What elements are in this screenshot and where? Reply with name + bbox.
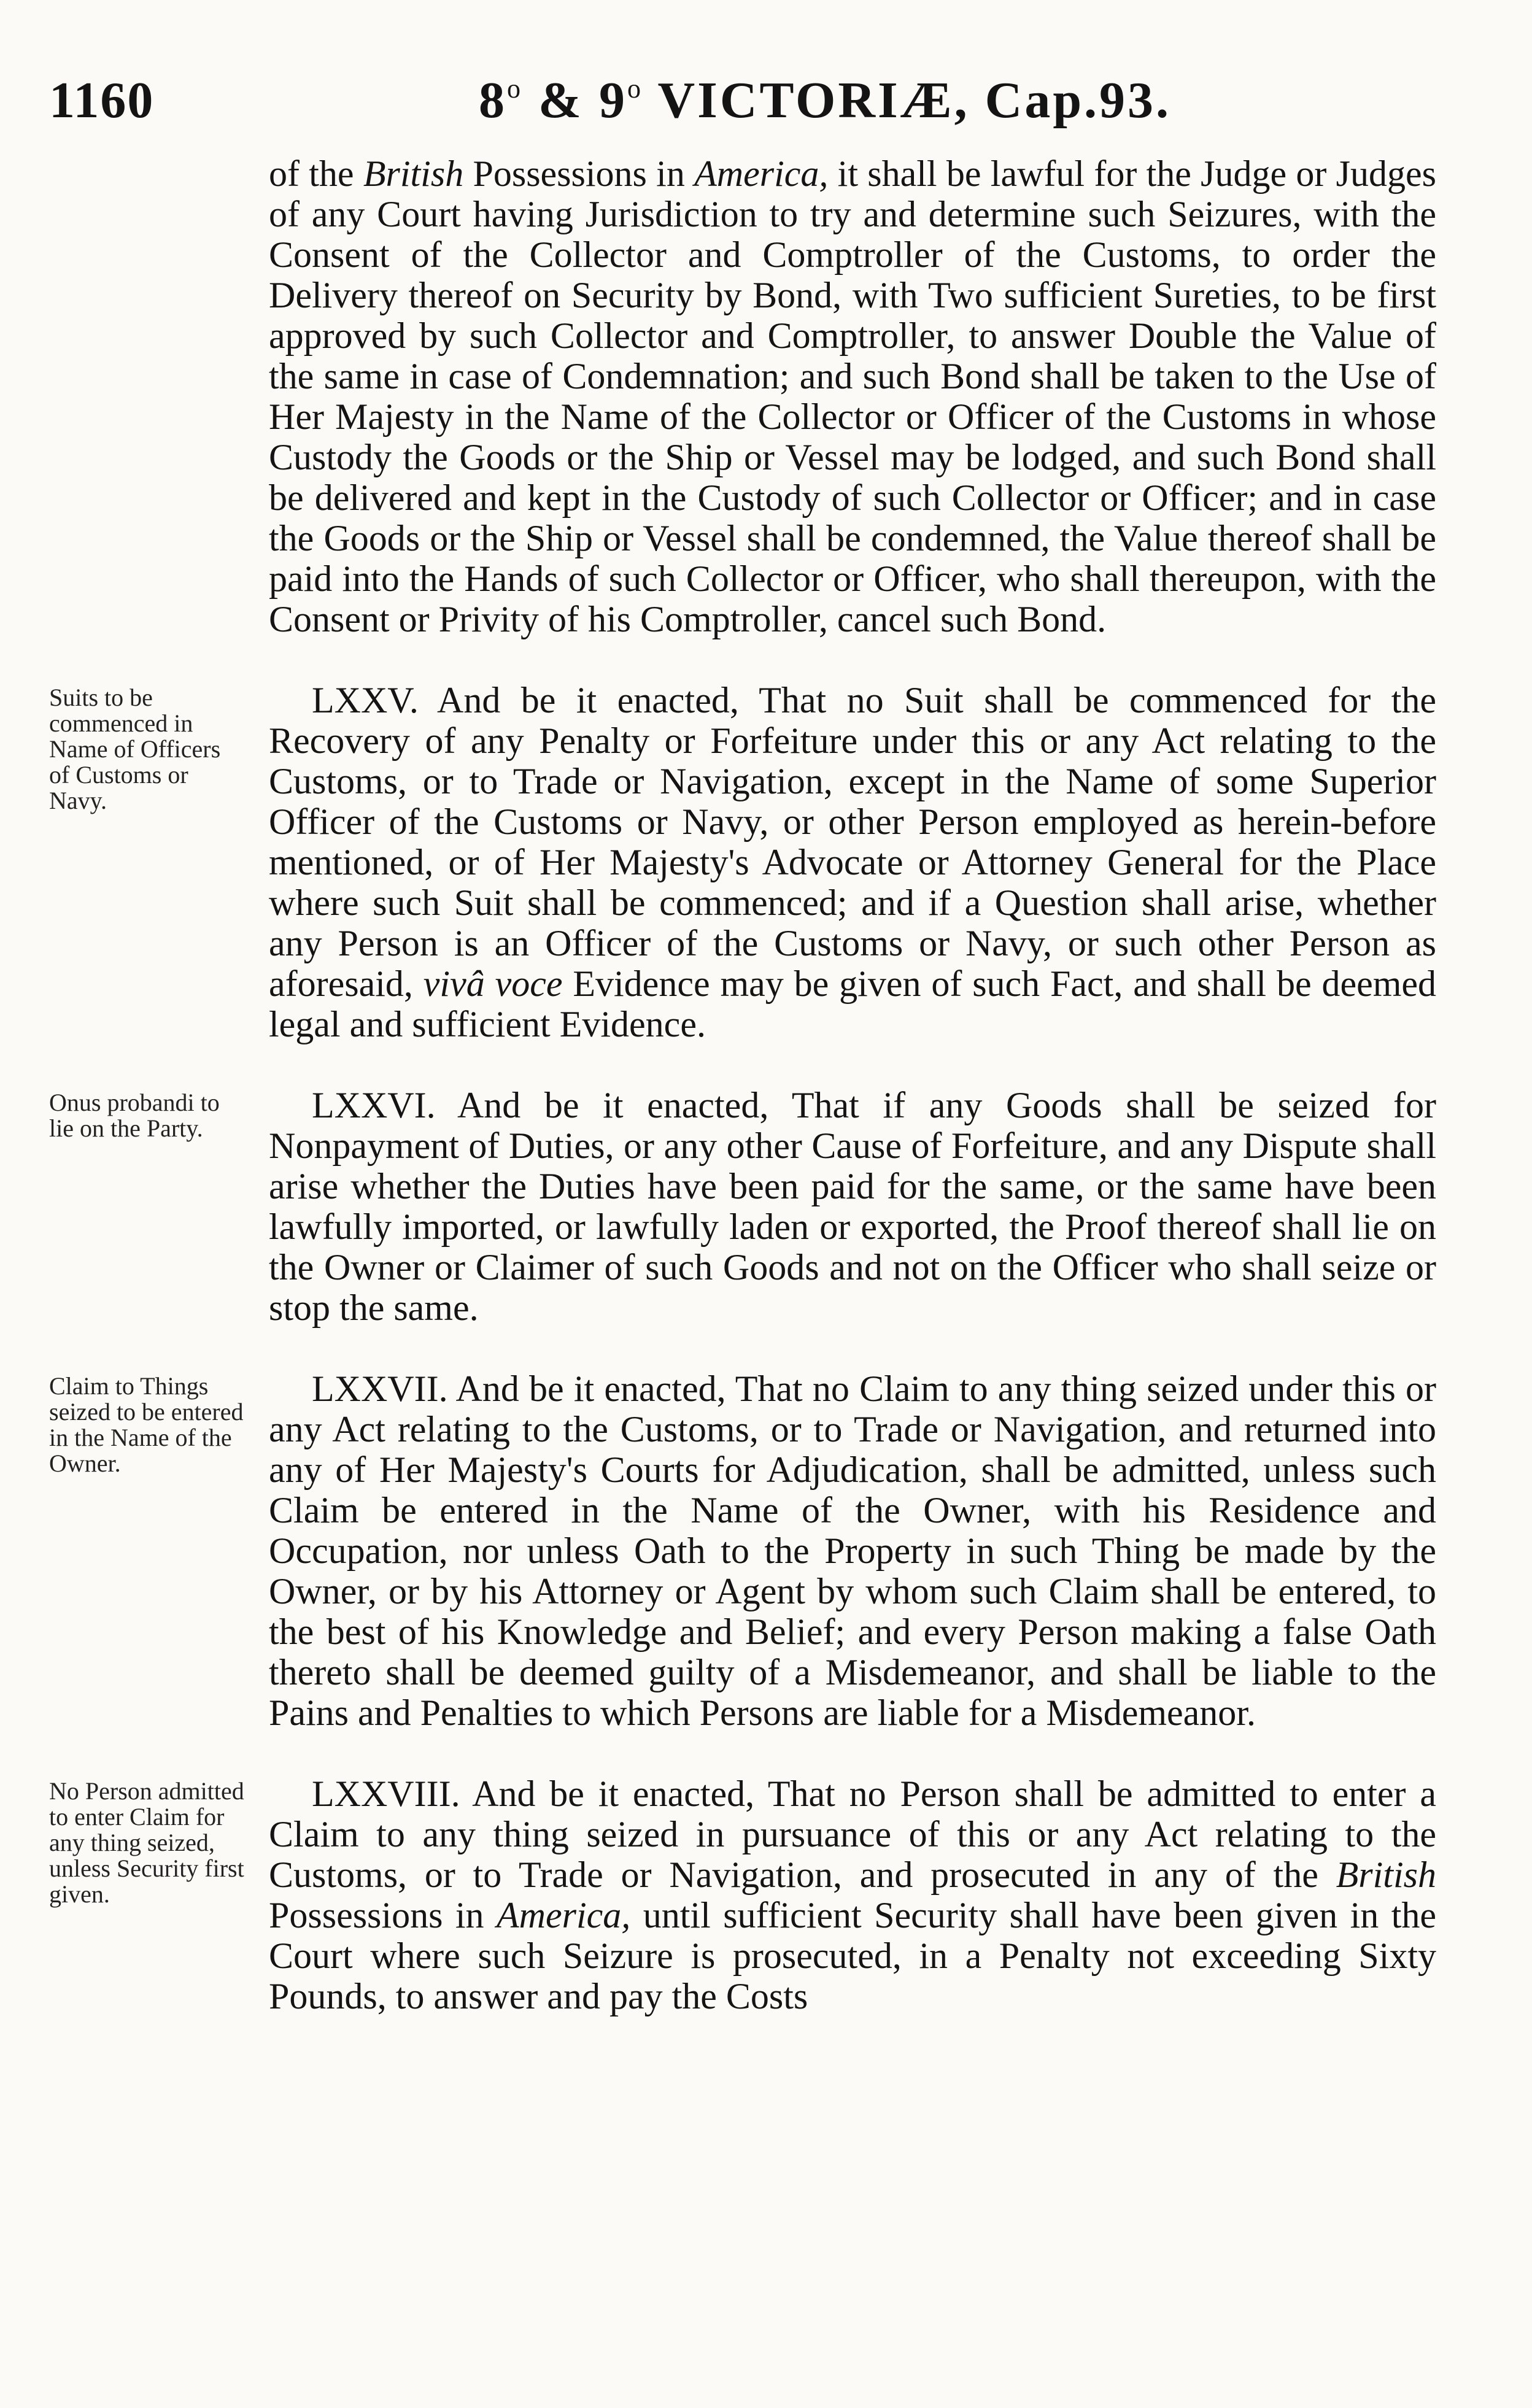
section-lxxv <box>49 680 1437 1044</box>
paragraph-text <box>269 153 1436 639</box>
continuation-paragraph <box>269 153 1436 639</box>
title-main: VICTORIÆ, Cap.93. <box>643 72 1172 129</box>
running-title <box>479 71 1171 130</box>
italic-run: America, <box>694 153 829 194</box>
title-b-ordinal: o <box>627 74 643 104</box>
section-text: LXXVII. And be it enacted, That no Claim to any thing seized under this or any Act relating to the Customs, or to Trade or Navigation, and returned into any of Her Majesty's Courts for Adjudication, shall be admitted, unless such Claim be entered in the Name of the Owner, with his Residence and Occupation, nor unless Oath to the Property in such Thing be made by the Owner, or by his Attorney or Agent by whom such Claim shall be entered, to the best of his Knowledge and Belief; and every Person making a false Oath thereto shall be deemed guilty of a Misdemeanor, and shall be liable to the Pains and Penalties to which Persons are liable for a Misdemeanor. <box>269 1368 1436 1733</box>
text-run: until sufficient Security shall have been given in the Court where such Seizure is prosecuted, in a Penalty not exceeding Sixty Pounds, to answer and pay the Costs <box>269 1895 1436 2016</box>
text-run: Possessions in <box>463 153 695 194</box>
text-run: LXXVIII. And be it enacted, That no Person shall be admitted to enter a Claim to any thing seized in pursuance of this or any Act relating to the Customs, or to Trade or Navigation, and prosecuted in any of the <box>269 1773 1436 1895</box>
section-text <box>269 1773 1436 2016</box>
italic-run: vivâ voce <box>423 963 563 1004</box>
text-run: LXXV. And be it enacted, That no Suit shall be commenced for the Recovery of any Penalty or Forfeiture under this or any Act relating to the Customs, or to Trade or Navigation, except in the Name of some Superior Officer of the Customs or Navy, or other Person employed as herein-before mentioned, or of Her Majesty's Advocate or Attorney General for the Place where such Suit shall be commenced; and if a Question shall arise, whether any Person is an Officer of the Customs or Navy, or such other Person as aforesaid, <box>269 680 1436 1004</box>
italic-run: British <box>1336 1854 1436 1895</box>
running-header <box>49 71 1436 138</box>
title-a-ordinal: o <box>507 74 523 104</box>
marginal-note: Suits to be commenced in Name of Officers of Customs or Navy. <box>49 684 221 814</box>
marginal-note: Onus probandi to lie on the Party. <box>49 1089 220 1142</box>
section-lxxviii <box>49 1773 1436 2016</box>
page-number: 1160 <box>49 72 155 129</box>
text-run: it shall be lawful for the Judge or Judges of any Court having Jurisdiction to try and determine such Seizures, with the Consent of the Collector and Comptroller of the Customs, to order the Delivery thereof on Security by Bond, with Two sufficient Sureties, to be first approved by such Collector and Comptroller, to answer Double the Value of the same in case of Condemnation; and such Bond shall be taken to the Use of Her Majesty in the Name of the Collector or Officer of the Customs in whose Custody the Goods or the Ship or Vessel may be lodged, and such Bond shall be delivered and kept in the Custody of such Collector or Officer; and in case the Goods or the Ship or Vessel shall be condemned, the Value thereof shall be paid into the Hands of such Collector or Officer, who shall thereupon, with the Consent or Privity of his Comptroller, cancel such Bond. <box>269 153 1437 639</box>
section-text <box>269 680 1436 1044</box>
text-run: Possessions in <box>269 1895 497 1935</box>
section-lxxvi <box>49 1085 1436 1328</box>
title-mid: & 9 <box>523 72 627 129</box>
title-a: 8 <box>479 72 507 129</box>
marginal-note: Claim to Things seized to be entered in the Name of the Owner. <box>49 1372 244 1477</box>
section-lxxvii <box>49 1368 1436 1733</box>
section-text: LXXVI. And be it enacted, That if any Goods shall be seized for Nonpayment of Duties, or any other Cause of Forfeiture, and any Dispute shall arise whether the Duties have been paid for the same, or the same have been lawfully imported, or lawfully laden or exported, the Proof thereof shall lie on the Owner or Claimer of such Goods and not on the Officer who shall seize or stop the same. <box>269 1085 1436 1328</box>
italic-run: British <box>363 153 464 194</box>
marginal-note: No Person admitted to enter Claim for any thing seized, unless Security first given. <box>49 1777 244 1908</box>
text-run: Evidence may be given of such Fact, and shall be deemed legal and sufficient Evidence. <box>269 963 1437 1044</box>
statute-body <box>49 153 1437 2016</box>
text-run: of the <box>269 153 363 194</box>
italic-run: America, <box>497 1895 631 1935</box>
